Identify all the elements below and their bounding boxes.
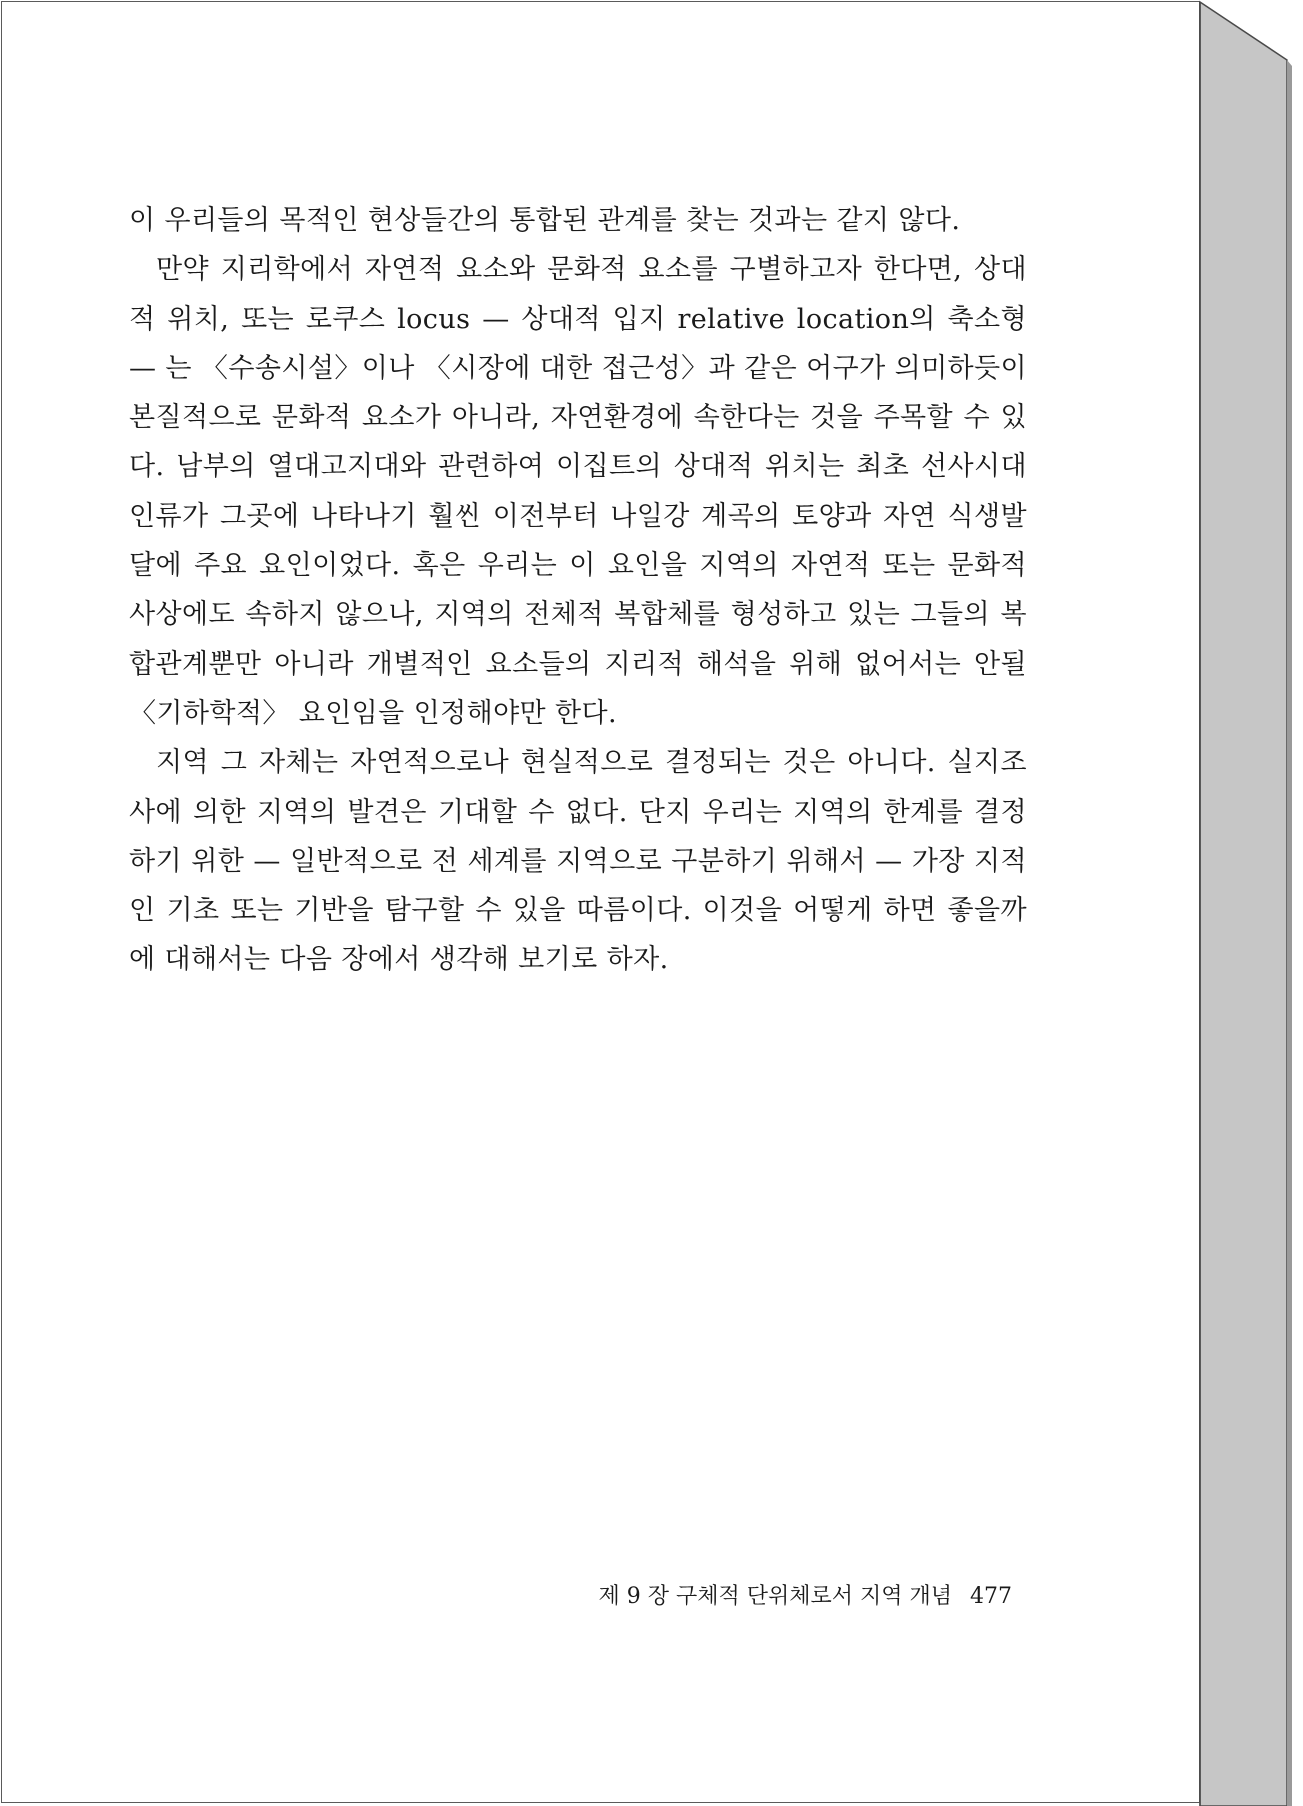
chapter-title: 제 9 장 구체적 단위체로서 지역 개념 [598, 1584, 952, 1609]
paragraph-1: 이 우리들의 목적인 현상들간의 통합된 관계를 찾는 것과는 같지 않다. [129, 205, 961, 236]
page-number: 477 [970, 1584, 1012, 1609]
paragraph-3: 지역 그 자체는 자연적으로나 현실적으로 결정되는 것은 아니다. 실지조사에 의한 지역의 발견은 기대할 수 없다. 단지 우리는 지역의 한계를 결정하기 위한 — 일반적으로 전 세계를 지역으로 구분하기 위해서 — 가장 지적인 기초 또는 기반을 탐구할 수 있을 따름이다. 이것을 어떻게 하면 좋을까에 대해서는 다음 장에서 생각해 보기로 하자. [129, 747, 1027, 976]
paragraph-2: 만약 지리학에서 자연적 요소와 문화적 요소를 구별하고자 한다면, 상대적 위치, 또는 로쿠스 locus — 상대적 입지 relative location의 축소형 — 는 〈수송시설〉이나 〈시장에 대한 접근성〉과 같은 어구가 의미하듯이 본질적으로 문화적 요소가 아니라, 자연환경에 속한다는 것을 주목할 수 있다. 남부의 열대고지대와 관련하여 이집트의 상대적 위치는 최초 선사시대 인류가 그곳에 나타나기 훨씬 이전부터 나일강 계곡의 토양과 자연 식생발달에 주요 요인이었다. 혹은 우리는 이 요인을 지역의 자연적 또는 문화적 사상에도 속하지 않으나, 지역의 전체적 복합체를 형성하고 있는 그들의 복합관계뿐만 아니라 개별적인 요소들의 지리적 해석을 위해 없어서는 안될 〈기하학적〉 요인임을 인정해야만 한다. [129, 254, 1027, 729]
book-side-face [1200, 2, 1287, 1806]
book-side-shadow [1287, 60, 1292, 1806]
